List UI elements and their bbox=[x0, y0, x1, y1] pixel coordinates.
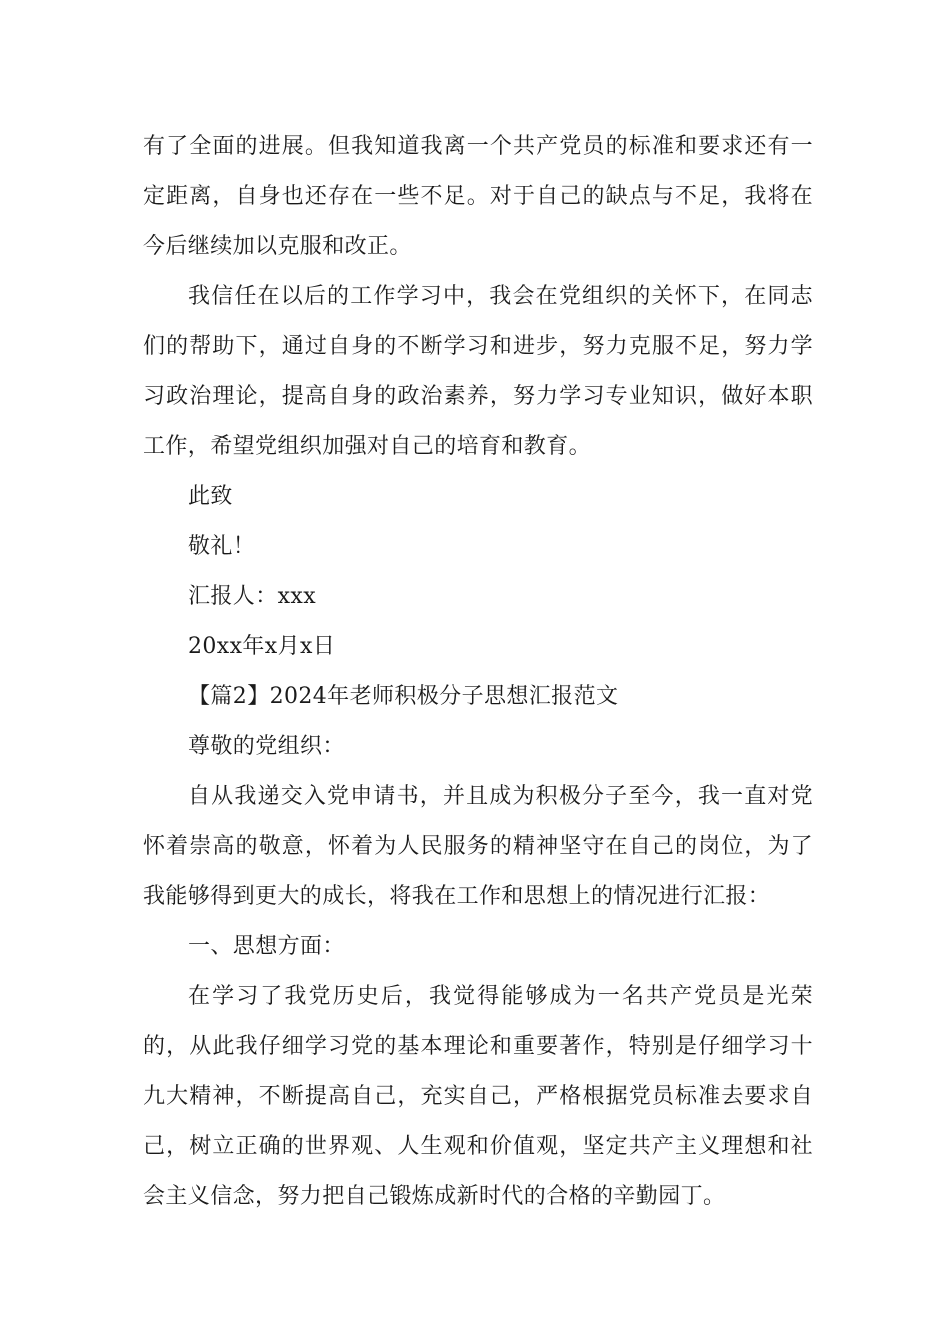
paragraph-progress-shortcomings: 有了全面的进展。但我知道我离一个共产党员的标准和要求还有一定距离，自身也还存在一些不足。对于自己的缺点与不足，我将在今后继续加以克服和改正。 bbox=[143, 134, 813, 259]
paragraph-ideology-study: 在学习了我党历史后，我觉得能够成为一名共产党员是光荣的，从此我仔细学习党的基本理论和重要著作，特别是仔细学习十九大精神，不断提高自己，充实自己，严格根据党员标准去要求自己，树立正确的世界观、人生观和价值观，坚定共产主义理想和社会主义信念，努力把自己锻炼成新时代的合格的辛勤园丁。 bbox=[143, 984, 813, 1209]
report-date: 20xx年x月x日 bbox=[188, 634, 336, 659]
paragraph-application-intro: 自从我递交入党申请书，并且成为积极分子至今，我一直对党怀着崇高的敬意，怀着为人民服务的精神坚守在自己的岗位，为了我能够得到更大的成长，将我在工作和思想上的情况进行汇报： bbox=[143, 784, 813, 909]
heading-ideology: 一、思想方面： bbox=[188, 934, 345, 959]
paragraph-future-commitment: 我信任在以后的工作学习中，我会在党组织的关怀下，在同志们的帮助下，通过自身的不断学习和进步，努力克服不足，努力学习政治理论，提高自身的政治素养，努力学习专业知识，做好本职工作，希望党组织加强对自己的培育和教育。 bbox=[143, 284, 813, 459]
closing-salute-2: 敬礼！ bbox=[188, 534, 256, 559]
salutation: 尊敬的党组织： bbox=[188, 734, 345, 759]
closing-salute-1: 此致 bbox=[188, 484, 233, 509]
section-title: 【篇2】2024年老师积极分子思想汇报范文 bbox=[188, 684, 619, 709]
reporter-signature: 汇报人：xxx bbox=[188, 584, 317, 609]
document-body bbox=[143, 122, 813, 1222]
